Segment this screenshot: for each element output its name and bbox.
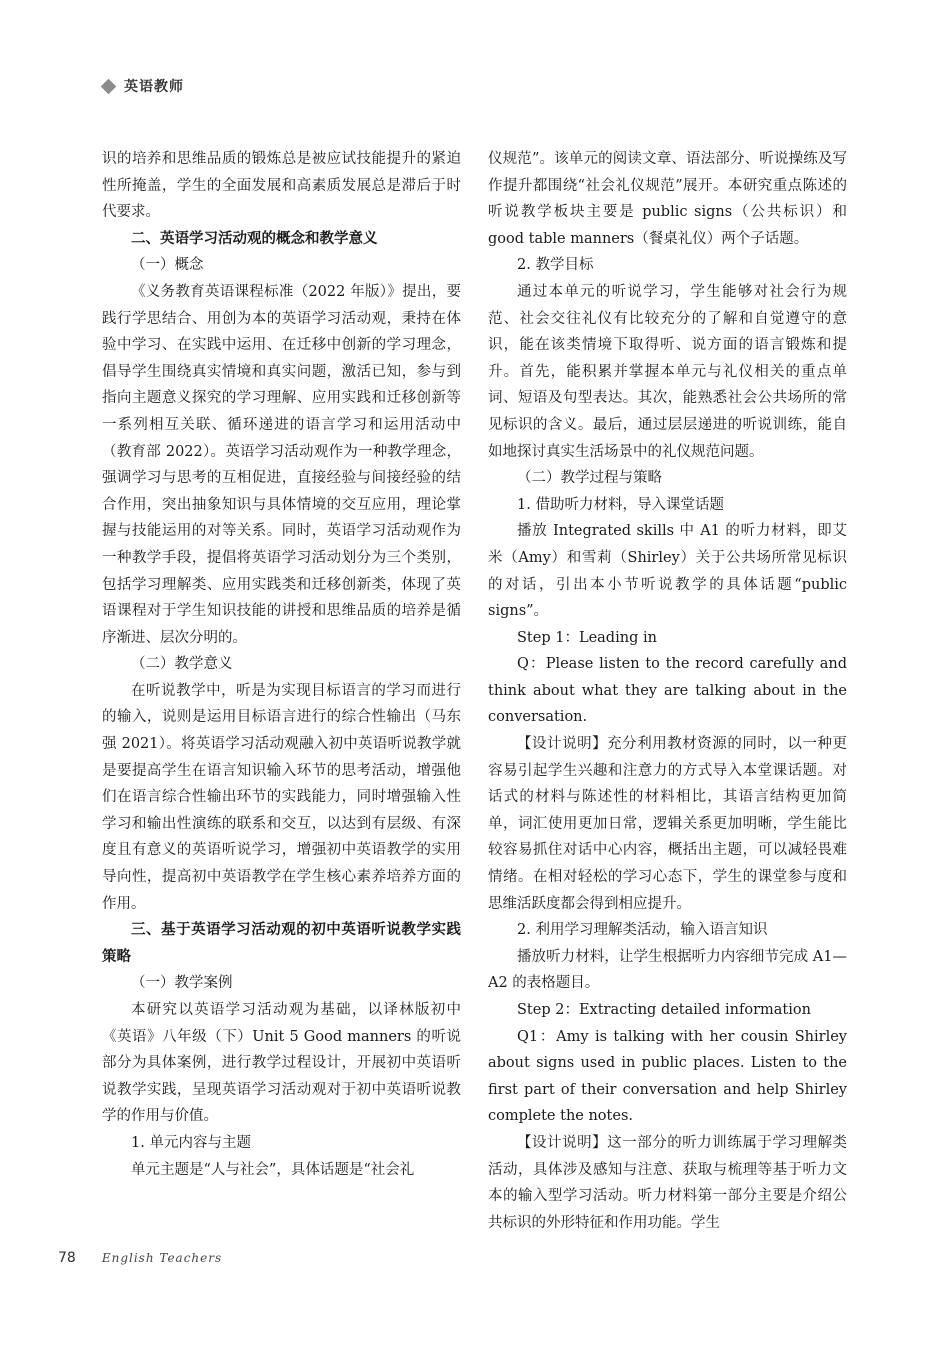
paragraph: Step 2：Extracting detailed information (517, 1002, 811, 1018)
section-heading: （一）教学案例 (131, 975, 233, 992)
section-heading: 二、英语学习活动观的概念和教学意义 (131, 230, 378, 247)
section-heading: （二）教学意义 (131, 656, 233, 673)
paragraph: 【设计说明】这一部分的听力训练属于学习理解类活动，具体涉及感知与注意、获取与梳理等基于听力文本的输入型学习活动。听力材料第一部分主要是介绍公共标识的外形特征和作用功能。学生 (488, 1134, 847, 1231)
paragraph: Q1：Amy is talking with her cousin Shirley about signs used in public places. Listen to the first part of their conversation and help Shirley complete the notes. (488, 1028, 847, 1125)
left-column (102, 146, 461, 1183)
paragraph: 在听说教学中，听是为实现目标语言的学习而进行的输入，说则是运用目标语言进行的综合性输出（马东强 2021）。将英语学习活动观融入初中英语听说教学就是要提高学生在语言知识输入环节的思考活动，增强他们在语言综合性输出环节的实践能力，同时增强输入性学习和输出性演练的联系和交互，以达到有层级、有深度且有意义的英语听说学习，增强初中英语教学的实用导向性，提高初中英语教学在学生核心素养培养方面的作用。 (102, 682, 461, 912)
footer-journal-name: English Teachers (101, 1251, 223, 1265)
paragraph: Step 1：Leading in (517, 629, 657, 646)
paragraph: 识的培养和思维品质的锻炼总是被应试技能提升的紧迫性所掩盖，学生的全面发展和高素质发展总是滞后于时代要求。 (102, 151, 461, 221)
paragraph: 仪规范”。该单元的阅读文章、语法部分、听说操练及写作提升都围绕“社会礼仪规范”展开。本研究重点陈述的听说教学板块主要是 public signs（公共标识）和 good table manners（餐桌礼仪）两个子话题。 (488, 151, 847, 247)
page-number: 78 (58, 1250, 76, 1266)
paragraph: 本研究以英语学习活动观为基础，以译林版初中《英语》八年级（下）Unit 5 Good manners 的听说部分为具体案例，进行教学过程设计，开展初中英语听说教学实践，呈现英语学习活动观对于初中英语听说教学的作用与价值。 (102, 1002, 461, 1125)
section-heading: （二）教学过程与策略 (517, 470, 662, 487)
paragraph: 《义务教育英语课程标准（2022 年版）》提出，要践行学思结合、用创为本的英语学习活动观，秉持在体验中学习、在实践中运用、在迁移中创新的学习理念，倡导学生围绕真实情境和真实问题，激活已知，参与到指向主题意义探究的学习理解、应用实践和迁移创新等一系列相互关联、循环递进的语言学习和运用活动中（教育部 2022）。英语学习活动观作为一种教学理念，强调学习与思考的互相促进，直接经验与间接经验的结合作用，突出抽象知识与具体情境的交互应用，理论掌握与技能运用的对等关系。同时，英语学习活动观作为一种教学手段，提倡将英语学习活动划分为三个类别，包括学习理解类、应用实践类和迁移创新类，体现了英语课程对于学生知识技能的讲授和思维品质的培养是循序渐进、层次分明的。 (102, 283, 461, 646)
paragraph: 播放听力材料，让学生根据听力内容细节完成 A1—A2 的表格题目。 (488, 948, 847, 992)
journal-title: 英语教师 (124, 79, 184, 95)
paragraph: 1. 单元内容与主题 (131, 1134, 251, 1151)
paragraph: 1. 借助听力材料，导入课堂话题 (517, 496, 724, 513)
paragraph: 单元主题是“人与社会”，具体话题是“社会礼 (131, 1161, 415, 1178)
right-column (488, 146, 847, 1236)
paragraph: 播放 Integrated skills 中 A1 的听力材料，即艾米（Amy）和雪莉（Shirley）关于公共场所常见标识的对话，引出本小节听说教学的具体话题“public signs”。 (488, 523, 847, 620)
page-footer (58, 1250, 222, 1266)
section-heading: （一）概念 (131, 257, 204, 274)
paragraph: 2. 教学目标 (517, 257, 594, 274)
section-heading: 三、基于英语学习活动观的初中英语听说教学实践策略 (102, 922, 461, 965)
paragraph: 2. 利用学习理解类活动，输入语言知识 (517, 922, 768, 939)
running-header (103, 76, 184, 96)
paragraph: Q：Please listen to the record carefully and think about what they are talking about in the conversation. (488, 656, 847, 726)
paragraph: 【设计说明】充分利用教材资源的同时，以一种更容易引起学生兴趣和注意力的方式导入本堂课话题。对话式的材料与陈述性的材料相比，其语言结构更加简单，词汇使用更加日常，逻辑关系更加明晰，学生能比较容易抓住对话中心内容，概括出主题，可以减轻畏难情绪。在相对轻松的学习心态下，学生的课堂参与度和思维活跃度都会得到相应提升。 (488, 736, 847, 912)
diamond-icon (101, 78, 117, 94)
paragraph: 通过本单元的听说学习，学生能够对社会行为规范、社会交往礼仪有比较充分的了解和自觉遵守的意识，能在该类情境下取得听、说方面的语言锻炼和提升。首先，能积累并掌握本单元与礼仪相关的重点单词、短语及句型表达。其次，能熟悉社会公共场所的常见标识的含义。最后，通过层层递进的听说训练，能自如地探讨真实生活场景中的礼仪规范问题。 (488, 283, 847, 460)
